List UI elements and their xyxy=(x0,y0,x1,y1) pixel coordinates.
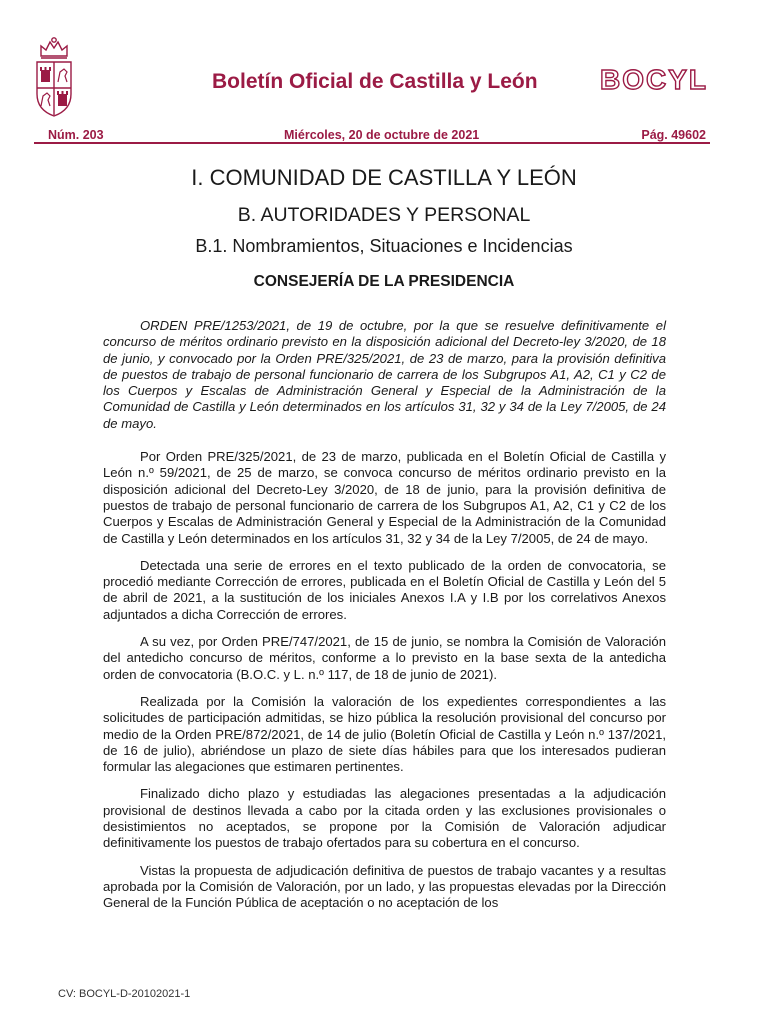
body-paragraph: Realizada por la Comisión la valoración de los expedientes correspondientes a las solicitudes de participación admitidas, se hizo pública la resolución provisional del concurso por medio de la Orden PRE/872/2021, de 14 de julio (Boletín Oficial de Castilla y León n.º 137/2021, de 16 de julio), abriéndose un plazo de siete días hábiles para que los interesados pudieran formular las alegaciones que estimaren pertinentes. xyxy=(103,693,666,775)
department-heading: CONSEJERÍA DE LA PRESIDENCIA xyxy=(253,273,515,290)
bulletin-title: Boletín Oficial de Castilla y León xyxy=(212,70,538,93)
issue-info-bar xyxy=(34,126,710,144)
page-number: Pág. 49602 xyxy=(641,128,706,142)
document-body xyxy=(103,318,666,923)
coat-of-arms-icon xyxy=(34,36,74,118)
body-paragraph: A su vez, por Orden PRE/747/2021, de 15 de junio, se nombra la Comisión de Valoración del antedicho concurso de méritos, conforme a lo previsto en la base sexta de la antedicha orden de convocatoria (B.O.C. y L. n.º 117, de 18 de junio de 2021). xyxy=(103,634,666,682)
section-level-1: I. COMUNIDAD DE CASTILLA Y LEÓN xyxy=(191,165,577,190)
section-level-3: B.1. Nombramientos, Situaciones e Incidencias xyxy=(195,236,573,256)
body-paragraph: Vistas la propuesta de adjudicación definitiva de puestos de trabajo vacantes y a resultas aprobada por la Comisión de Valoración, por un lado, y las propuestas elevadas por la Dirección General de la Función Pública de aceptación o no aceptación de los xyxy=(103,862,666,911)
body-paragraph: Detectada una serie de errores en el texto publicado de la orden de convocatoria, se procedió mediante Corrección de errores, publicada en el Boletín Oficial de Castilla y León del 5 de abril de 2021, a la sustitución de los iniciales Anexos I.A y I.B por los correlativos Anexos adjuntados a dicha Corrección de errores. xyxy=(103,557,666,622)
body-paragraph: Finalizado dicho plazo y estudiadas las alegaciones presentadas a la adjudicación provisional de destinos llevada a cabo por la citada orden y las exclusiones provisionales o desistimientos no aceptados, se propone por la Comisión de Valoración adjudicar definitivamente los puestos de trabajo ofertados para su cobertura en el concurso. xyxy=(103,786,666,851)
issue-number: Núm. 203 xyxy=(48,128,104,142)
document-cv-code: CV: BOCYL-D-20102021-1 xyxy=(58,988,191,1000)
bocyl-logo: BOCYL xyxy=(600,64,708,95)
section-level-2: B. AUTORIDADES Y PERSONAL xyxy=(237,204,531,226)
issue-date: Miércoles, 20 de octubre de 2021 xyxy=(284,128,480,142)
body-paragraph: Por Orden PRE/325/2021, de 23 de marzo, publicada en el Boletín Oficial de Castilla y León n.º 59/2021, de 25 de marzo, se convoca concurso de méritos ordinario previsto en la disposición adicional del Decreto-Ley 3/2020, de 18 de junio, para la provisión definitiva de puestos de trabajo de personal funcionario de carrera de los Subgrupos A1, A2, C1 y C2 de los Cuerpos y Escalas de Administración General y Especial de la Administración de la Comunidad de Castilla y León determinados en los artículos 31, 32 y 34 de la Ley 7/2005, de 24 de mayo. xyxy=(103,449,666,546)
order-title: ORDEN PRE/1253/2021, de 19 de octubre, por la que se resuelve definitivamente el concurso de méritos ordinario previsto en la disposición adicional del Decreto-ley 3/2020, de 18 de junio, y convocado por la Orden PRE/325/2021, de 23 de marzo, para la provisión definitiva de puestos de trabajo de personal funcionario de carrera de los Subgrupos A1, A2, C1 y C2 de los Cuerpos y Escalas de Administración General y Especial de la Administración de la Comunidad de Castilla y León determinados en los artículos 31, 32 y 34 de la Ley 7/2005, de 24 de mayo. xyxy=(103,318,666,431)
